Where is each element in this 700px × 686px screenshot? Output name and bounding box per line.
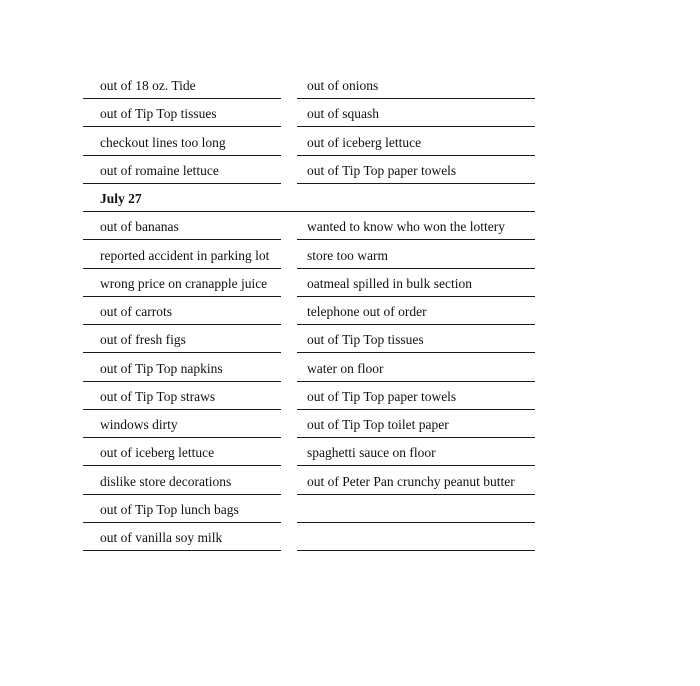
right-entry: [297, 382, 535, 410]
right-entry: [297, 325, 535, 353]
left-entry: [83, 241, 281, 269]
list-row: [0, 354, 700, 382]
list-row: [0, 212, 700, 240]
list-row: [0, 438, 700, 466]
entry-text: out of carrots: [100, 304, 172, 320]
entry-text: store too warm: [307, 247, 388, 263]
entry-text: out of onions: [307, 78, 379, 94]
entry-text: out of Tip Top tissues: [307, 332, 424, 348]
entry-text: out of Tip Top tissues: [100, 106, 217, 122]
right-entry: [297, 156, 535, 184]
entry-text: telephone out of order: [307, 304, 427, 320]
right-entry: [297, 297, 535, 325]
right-entry: [297, 269, 535, 297]
list-row: [0, 467, 700, 495]
right-entry: [297, 523, 535, 551]
right-entry: [297, 410, 535, 438]
entry-text: windows dirty: [100, 417, 178, 433]
entry-text: water on floor: [307, 360, 384, 376]
left-entry: [83, 128, 281, 156]
entry-text: out of squash: [307, 106, 379, 122]
list-row: [0, 297, 700, 325]
entry-text: out of bananas: [100, 219, 179, 235]
entry-text: out of Tip Top lunch bags: [100, 501, 239, 517]
entry-text: wanted to know who won the lottery: [307, 219, 505, 235]
left-entry: [83, 467, 281, 495]
left-entry: [83, 354, 281, 382]
entry-text: out of fresh figs: [100, 332, 186, 348]
left-entry: [83, 410, 281, 438]
list-row: [0, 71, 700, 99]
entry-text: wrong price on cranapple juice: [100, 275, 268, 291]
entry-text: out of 18 oz. Tide: [100, 78, 196, 94]
right-entry: [297, 495, 535, 523]
list-row: [0, 241, 700, 269]
left-entry: [83, 438, 281, 466]
left-entry: [83, 325, 281, 353]
right-entry: [297, 99, 535, 127]
entry-text: out of Tip Top toilet paper: [307, 417, 449, 433]
entry-text: out of Peter Pan crunchy peanut butter: [307, 473, 515, 489]
entry-text: out of iceberg lettuce: [100, 445, 215, 461]
entry-text: out of Tip Top napkins: [100, 360, 223, 376]
entry-text: dislike store decorations: [100, 473, 232, 489]
list-row: [0, 410, 700, 438]
date-row: [0, 184, 700, 212]
entry-text: checkout lines too long: [100, 134, 226, 150]
left-entry: [83, 269, 281, 297]
entry-text: oatmeal spilled in bulk section: [307, 275, 472, 291]
list-row: [0, 128, 700, 156]
entry-text: out of romaine lettuce: [100, 162, 219, 178]
right-entry: [297, 467, 535, 495]
list-row: [0, 99, 700, 127]
entry-text: spaghetti sauce on floor: [307, 445, 436, 461]
list-row: [0, 325, 700, 353]
list-row: [0, 495, 700, 523]
list-row: [0, 382, 700, 410]
left-entry: [83, 297, 281, 325]
left-entry: [83, 495, 281, 523]
list-row: [0, 523, 700, 551]
right-entry: [297, 438, 535, 466]
left-entry: [83, 212, 281, 240]
entry-text: reported accident in parking lot: [100, 247, 270, 263]
date-header: [83, 184, 535, 212]
right-entry: [297, 128, 535, 156]
entry-text: out of iceberg lettuce: [307, 134, 422, 150]
right-entry: [297, 241, 535, 269]
entry-text: out of Tip Top paper towels: [307, 388, 457, 404]
left-entry: [83, 382, 281, 410]
left-entry: [83, 156, 281, 184]
right-entry: [297, 71, 535, 99]
entry-text: out of Tip Top straws: [100, 388, 216, 404]
right-entry: [297, 212, 535, 240]
date-label: July 27: [100, 191, 142, 207]
list-row: [0, 156, 700, 184]
entry-text: out of vanilla soy milk: [100, 530, 223, 546]
left-entry: [83, 99, 281, 127]
left-entry: [83, 523, 281, 551]
right-entry: [297, 354, 535, 382]
left-entry: [83, 71, 281, 99]
entry-text: out of Tip Top paper towels: [307, 162, 457, 178]
list-row: [0, 269, 700, 297]
